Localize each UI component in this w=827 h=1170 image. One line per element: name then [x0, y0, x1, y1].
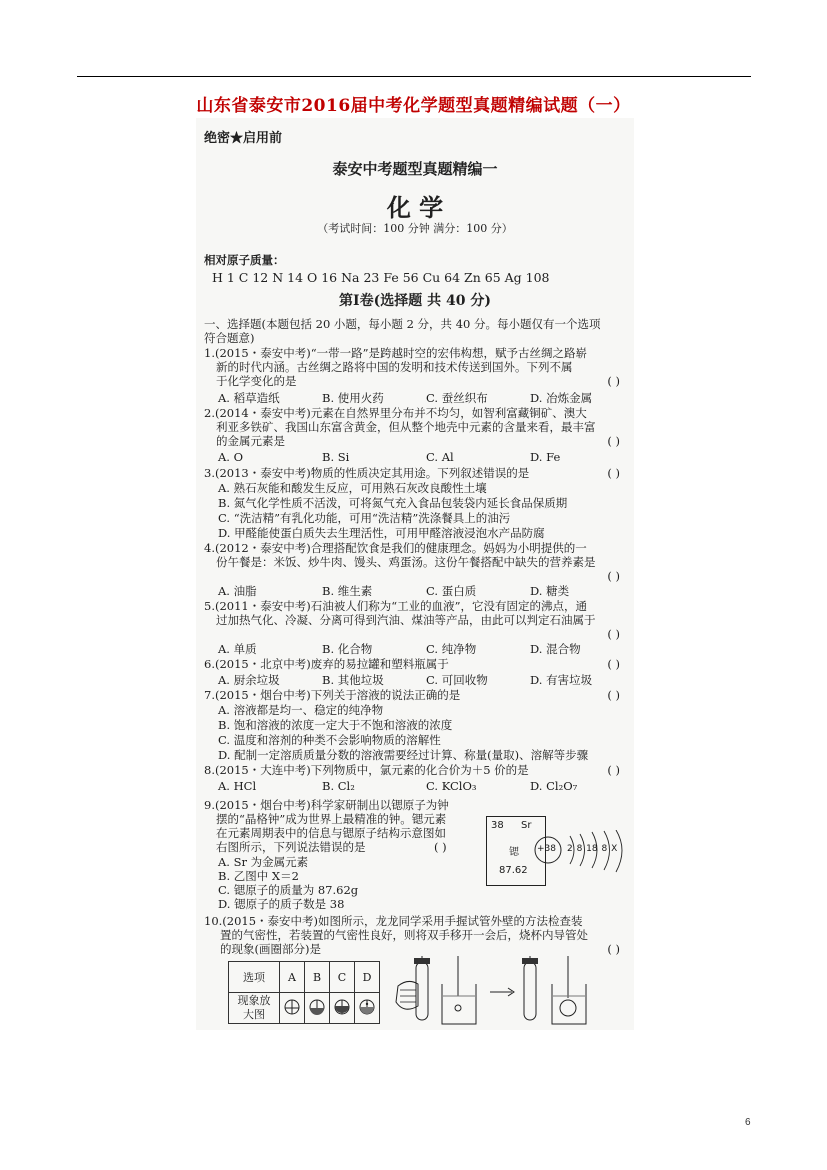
option: B. 使用火药	[322, 391, 384, 405]
option: D. 锶原子的质子数是 38	[218, 897, 345, 911]
question-text: 摆的“晶格钟”成为世界上最精准的钟。锶元素	[216, 812, 447, 826]
subject-title: 化 学	[386, 193, 444, 222]
answer-paren: ( )	[607, 942, 620, 956]
question-text: 份午餐是：米饭、炒牛肉、馒头、鸡蛋汤。这份午餐搭配中缺失的营养素是	[216, 555, 596, 569]
exam-info: （考试时间：100 分钟 满分：100 分）	[317, 222, 513, 235]
option: A. 稻草造纸	[218, 391, 280, 405]
table-header: D	[355, 962, 380, 993]
option: D. 混合物	[530, 642, 581, 656]
question-text: 利亚多铁矿、我国山东富含黄金，但从整个地壳中元素的含量来看，最丰富	[216, 420, 596, 434]
question-text: 7.(2015・烟台中考)下列关于溶液的说法正确的是	[204, 688, 461, 702]
section-intro: 符合题意)	[204, 331, 255, 345]
option: C. 温度和溶剂的种类不会影响物质的溶解性	[218, 733, 441, 747]
option: B. Si	[322, 450, 350, 464]
question-text: 3.(2013・泰安中考)物质的性质决定其用途。下列叙述错误的是	[204, 466, 530, 480]
option: A. 厨余垃圾	[218, 673, 280, 687]
option: B. 饱和溶液的浓度一定大于不饱和溶液的浓度	[218, 718, 453, 732]
option: A. 油脂	[218, 584, 257, 598]
answer-paren: ( )	[607, 466, 620, 480]
question-text: 在元素周期表中的信息与锶原子结构示意图如	[216, 826, 446, 840]
element-symbol: Sr	[521, 820, 532, 831]
option: B. 化合物	[322, 642, 373, 656]
question-text: 8.(2015・大连中考)下列物质中，氯元素的化合价为＋5 价的是	[204, 763, 529, 777]
header-rule	[77, 76, 751, 77]
option: D. 配制一定溶质质量分数的溶液需要经过计算、称量(量取)、溶解等步骤	[218, 748, 589, 762]
nucleus-charge: +38	[537, 844, 556, 854]
option: C. 蛋白质	[426, 584, 477, 598]
book-title: 泰安中考题型真题精编一	[332, 160, 498, 178]
option: C. 可回收物	[426, 673, 488, 687]
option: A. 熟石灰能和酸发生反应，可用熟石灰改良酸性土壤	[218, 481, 487, 495]
question-text: 右图所示，下列说法错误的是	[216, 840, 366, 854]
apparatus-illustration	[386, 956, 626, 1028]
option: A. O	[218, 450, 244, 464]
option: A. 溶液都是均一、稳定的纯净物	[218, 703, 384, 717]
secret-label: 绝密★启用前	[204, 131, 283, 146]
answer-paren: ( )	[434, 840, 447, 854]
question-text: 置的气密性，若装置的气密性良好，则将双手移开一会后，烧杯内导管处	[220, 928, 588, 942]
answer-paren: ( )	[607, 569, 620, 583]
element-name: 锶	[509, 847, 519, 858]
option: A. 单质	[218, 642, 257, 656]
question-text: 9.(2015・烟台中考)科学家研制出以锶原子为钟	[204, 798, 449, 812]
answer-paren: ( )	[607, 434, 620, 448]
page-number: 6	[745, 1117, 751, 1128]
option: C. 蚕丝织布	[426, 391, 488, 405]
atomic-masses: H 1 C 12 N 14 O 16 Na 23 Fe 56 Cu 64 Zn 65 Ag 108	[212, 270, 550, 285]
phenomenon-d-icon	[355, 993, 380, 1024]
question-text: 新的时代内涵。古丝绸之路将中国的发明和技术传送到国外。下列不属	[216, 360, 573, 374]
scanned-exam-image	[196, 118, 634, 1030]
phenomenon-a-icon	[280, 993, 305, 1024]
table-header: C	[330, 962, 355, 993]
option: B. 其他垃圾	[322, 673, 384, 687]
option: B. 乙图中 X＝2	[218, 869, 299, 883]
answer-paren: ( )	[607, 374, 620, 388]
answer-paren: ( )	[607, 688, 620, 702]
section-title: 第Ⅰ卷(选择题 共 40 分)	[339, 293, 491, 309]
question-text: 6.(2015・北京中考)废弃的易拉罐和塑料瓶属于	[204, 657, 449, 671]
question-text: 的金属元素是	[216, 434, 285, 448]
question-text: 5.(2011・泰安中考)石油被人们称为“工业的血液”，它没有固定的沸点，通	[204, 599, 587, 613]
option: C. 纯净物	[426, 642, 477, 656]
option: D. Fe	[530, 450, 561, 464]
option: C. Al	[426, 450, 454, 464]
option: C. KClO₃	[426, 779, 477, 793]
option: D. 甲醛能使蛋白质失去生理活性，可用甲醛溶液浸泡水产品防腐	[218, 526, 545, 540]
table-row-label	[229, 993, 280, 1024]
atomic-mass-label: 相对原子质量：	[204, 253, 285, 267]
phenomenon-b-icon	[305, 993, 330, 1024]
atomic-mass: 87.62	[499, 865, 528, 876]
atom-structure-diagram	[534, 830, 630, 882]
option: C. 锶原子的质量为 87.62g	[218, 883, 359, 897]
option: C. “洗洁精”有乳化功能，可用“洗洁精”洗涤餐具上的油污	[218, 511, 511, 525]
answer-paren: ( )	[607, 763, 620, 777]
option: D. 糖类	[530, 584, 570, 598]
option: A. Sr 为金属元素	[218, 855, 309, 869]
option: B. Cl₂	[322, 779, 355, 793]
electron-shells: 2 8 18 8 X	[567, 844, 618, 854]
question-text: 过加热气化、冷凝、分离可得到汽油、煤油等产品，由此可以判定石油属于	[216, 613, 596, 627]
question-text: 于化学变化的是	[216, 374, 297, 388]
answer-paren: ( )	[607, 657, 620, 671]
question-text: 2.(2014・泰安中考)元素在自然界里分布并不均匀，如智利富藏铜矿、澳大	[204, 406, 587, 420]
option: D. Cl₂O₇	[530, 779, 578, 793]
table-header-label: 选项	[229, 962, 280, 993]
table-header: B	[305, 962, 330, 993]
question-text: 4.(2012・泰安中考)合理搭配饮食是我们的健康理念。妈妈为小明提供的一	[204, 541, 587, 555]
option: D. 冶炼金属	[530, 391, 593, 405]
phenomenon-c-icon	[330, 993, 355, 1024]
option: A. HCl	[218, 779, 257, 793]
document-title: 山东省泰安市2016届中考化学题型真题精编试题（一）	[196, 96, 631, 116]
table-header: A	[280, 962, 305, 993]
section-intro: 一、选择题(本题包括 20 小题，每小题 2 分，共 40 分。每小题仅有一个选项	[204, 317, 601, 331]
row-label-line: 现象放	[237, 994, 271, 1007]
row-label-line: 大图	[243, 1008, 265, 1021]
question-text: 的现象(画圈部分)是	[220, 942, 321, 956]
options-table	[228, 961, 380, 1024]
question-text: 1.(2015・泰安中考)“一带一路”是跨越时空的宏伟构想，赋予古丝绸之路崭	[204, 346, 587, 360]
option: D. 有害垃圾	[530, 673, 593, 687]
question-text: 10.(2015・泰安中考)如图所示，龙龙同学采用手握试管外壁的方法检查装	[204, 914, 583, 928]
atomic-number: 38	[491, 820, 504, 831]
option: B. 氮气化学性质不活泼，可将氮气充入食品包装袋内延长食品保质期	[218, 496, 568, 510]
option: B. 维生素	[322, 584, 373, 598]
answer-paren: ( )	[607, 627, 620, 641]
